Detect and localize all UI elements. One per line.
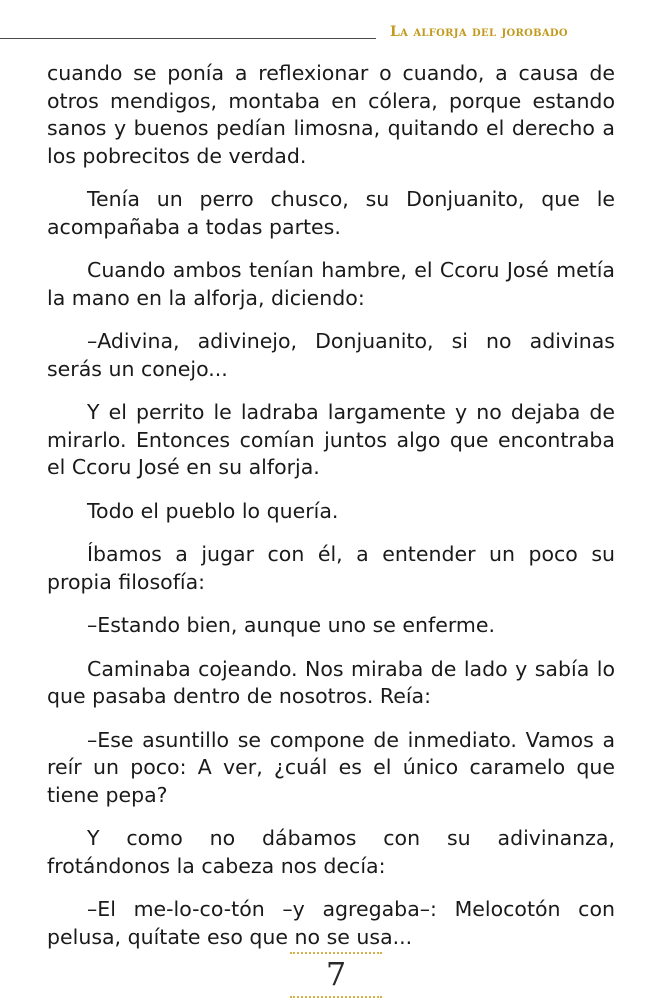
paragraph-2: Tenía un perro chusco, su Donjuanito, que le acompañaba a todas partes. <box>47 187 615 239</box>
header-rule <box>0 38 376 39</box>
page-number-rule-bottom <box>290 996 382 998</box>
page-number-box <box>290 952 382 998</box>
paragraph-11: Y como no dábamos con su adivinanza, frotándonos la cabeza nos decía: <box>47 826 615 878</box>
running-header-title: La alforja del jorobado <box>390 24 568 40</box>
paragraph-12: –El me-lo-co-tón –y agregaba–: Melocotón con pelusa, quítate eso que no se usa... <box>47 897 615 949</box>
paragraph-9: Caminaba cojeando. Nos miraba de lado y sabía lo que pasaba dentro de nosotros. Reía: <box>47 656 615 708</box>
paragraph-1: cuando se ponía a reflexionar o cuando, a causa de otros mendigos, montaba en cólera, porque estando sanos y buenos pedían limosna, quitando el derecho a los pobrecitos de verdad. <box>47 61 615 168</box>
paragraph-4: –Adivina, adivinejo, Donjuanito, si no adivinas serás un conejo... <box>47 329 615 381</box>
paragraph-3: Cuando ambos tenían hambre, el Ccoru José metía la mano en la alforja, diciendo: <box>47 258 615 310</box>
paragraph-10: –Ese asuntillo se compone de inmediato. Vamos a reír un poco: A ver, ¿cuál es el único caramelo que tiene pepa? <box>47 727 615 807</box>
paragraph-8: –Estando bien, aunque uno se enferme. <box>87 613 496 637</box>
paragraph-7: Íbamos a jugar con él, a entender un poco su propia filosofía: <box>47 542 615 594</box>
page-number: 7 <box>325 955 347 993</box>
running-header <box>0 22 671 52</box>
body-text <box>47 60 615 967</box>
page-number-rule-top <box>290 952 382 954</box>
paragraph-6: Todo el pueblo lo quería. <box>87 498 339 523</box>
paragraph-5: Y el perrito le ladraba largamente y no dejaba de mirarlo. Entonces comían juntos algo que encontraba el Ccoru José en su alforja. <box>47 400 615 479</box>
